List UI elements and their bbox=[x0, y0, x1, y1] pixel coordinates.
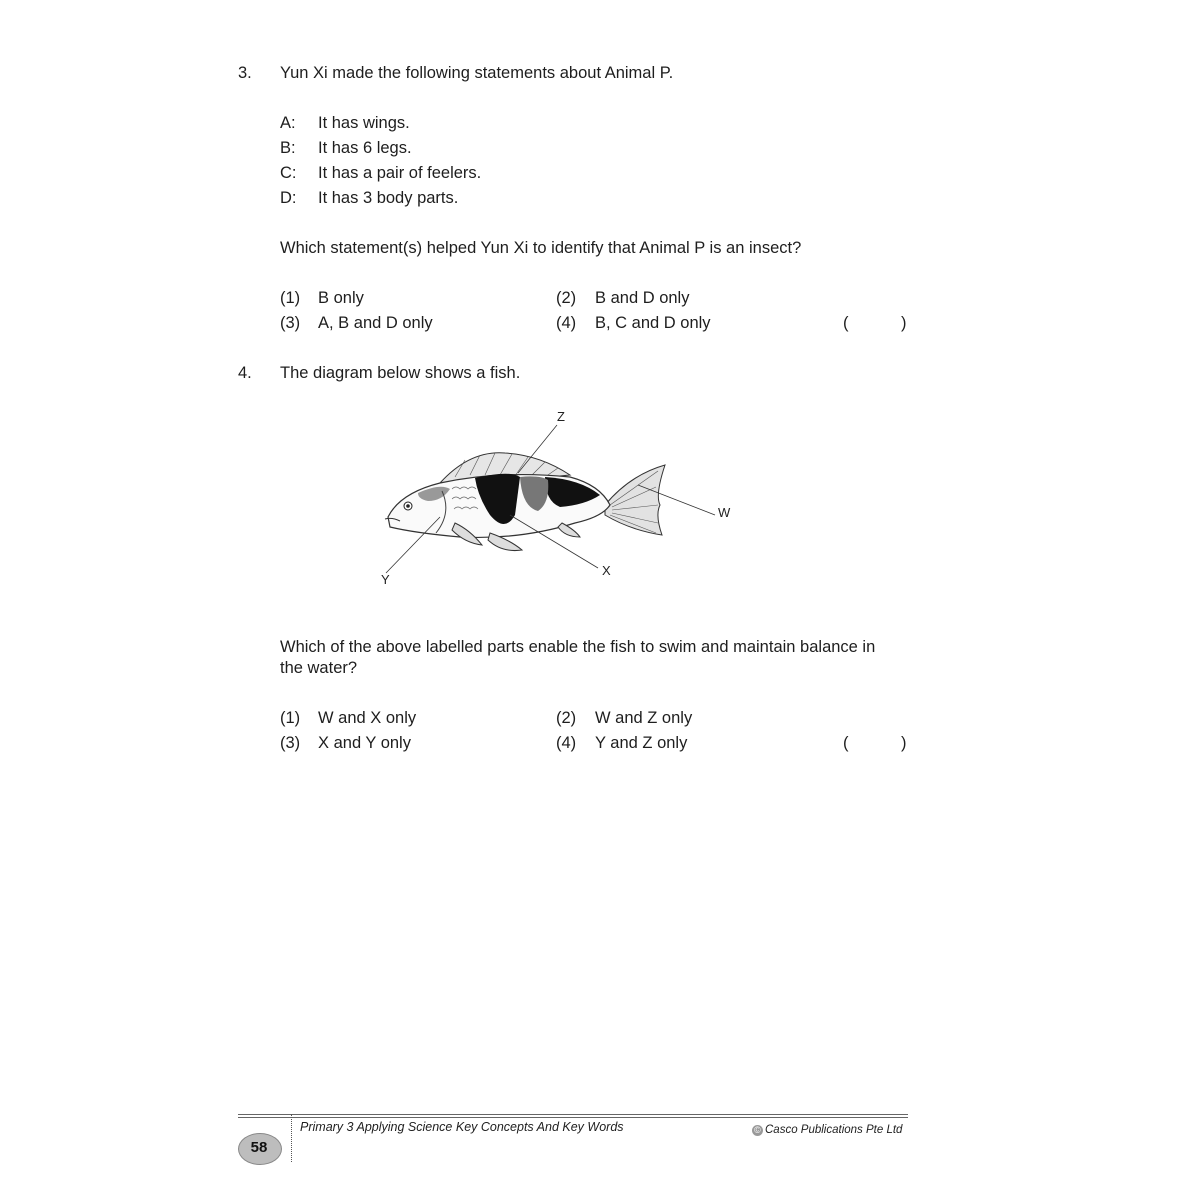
q3-statement-label-c: C: bbox=[280, 164, 297, 182]
page-number: 58 bbox=[250, 1139, 268, 1156]
q3-statement-text-a: It has wings. bbox=[318, 114, 410, 132]
label-x: X bbox=[602, 563, 611, 578]
q3-statement-text-b: It has 6 legs. bbox=[318, 139, 412, 157]
q4-option-1-number: (1) bbox=[280, 709, 301, 727]
q3-option-4-text: B, C and D only bbox=[595, 314, 711, 332]
q3-answer-close-paren: ) bbox=[901, 314, 907, 332]
q3-statement-label-b: B: bbox=[280, 139, 296, 157]
q3-statement-label-a: A: bbox=[280, 114, 296, 132]
footer-book-title: Primary 3 Applying Science Key Concepts And Key Words bbox=[300, 1120, 624, 1134]
q3-option-1-text: B only bbox=[318, 289, 364, 307]
fish-diagram bbox=[370, 405, 750, 595]
footer-publisher bbox=[752, 1124, 902, 1136]
q3-option-1-number: (1) bbox=[280, 289, 301, 307]
q3-option-2-text: B and D only bbox=[595, 289, 690, 307]
label-y: Y bbox=[381, 572, 390, 587]
q3-option-2-number: (2) bbox=[556, 289, 577, 307]
q3-answer-open-paren: ( bbox=[843, 314, 849, 332]
q4-option-2-number: (2) bbox=[556, 709, 577, 727]
q3-question: Which statement(s) helped Yun Xi to identify that Animal P is an insect? bbox=[280, 239, 802, 257]
label-z: Z bbox=[557, 409, 565, 424]
q3-statement-label-d: D: bbox=[280, 189, 297, 207]
q4-question-line-2: the water? bbox=[280, 659, 358, 677]
q3-statement-text-d: It has 3 body parts. bbox=[318, 189, 459, 207]
footer-divider bbox=[291, 1114, 292, 1162]
label-w: W bbox=[718, 505, 731, 520]
q3-number: 3. bbox=[238, 64, 252, 82]
q4-option-3-number: (3) bbox=[280, 734, 301, 752]
q3-stem: Yun Xi made the following statements about Animal P. bbox=[280, 64, 674, 82]
q4-option-4-number: (4) bbox=[556, 734, 577, 752]
q4-option-2-text: W and Z only bbox=[595, 709, 693, 727]
q4-option-3-text: X and Y only bbox=[318, 734, 411, 752]
copyright-icon: © bbox=[752, 1125, 763, 1136]
footer-rule-top bbox=[238, 1114, 908, 1115]
q3-option-3-text: A, B and D only bbox=[318, 314, 433, 332]
q4-number: 4. bbox=[238, 364, 252, 382]
q4-answer-close-paren: ) bbox=[901, 734, 907, 752]
q3-option-4-number: (4) bbox=[556, 314, 577, 332]
footer-rule-bottom bbox=[238, 1117, 908, 1118]
q4-stem: The diagram below shows a fish. bbox=[280, 364, 521, 382]
q3-option-3-number: (3) bbox=[280, 314, 301, 332]
publisher-name: Casco Publications Pte Ltd bbox=[765, 1124, 903, 1136]
q3-statement-text-c: It has a pair of feelers. bbox=[318, 164, 482, 182]
q4-answer-open-paren: ( bbox=[843, 734, 849, 752]
q4-option-4-text: Y and Z only bbox=[595, 734, 688, 752]
q4-question-line-1: Which of the above labelled parts enable the fish to swim and maintain balance in bbox=[280, 638, 876, 656]
q4-option-1-text: W and X only bbox=[318, 709, 417, 727]
